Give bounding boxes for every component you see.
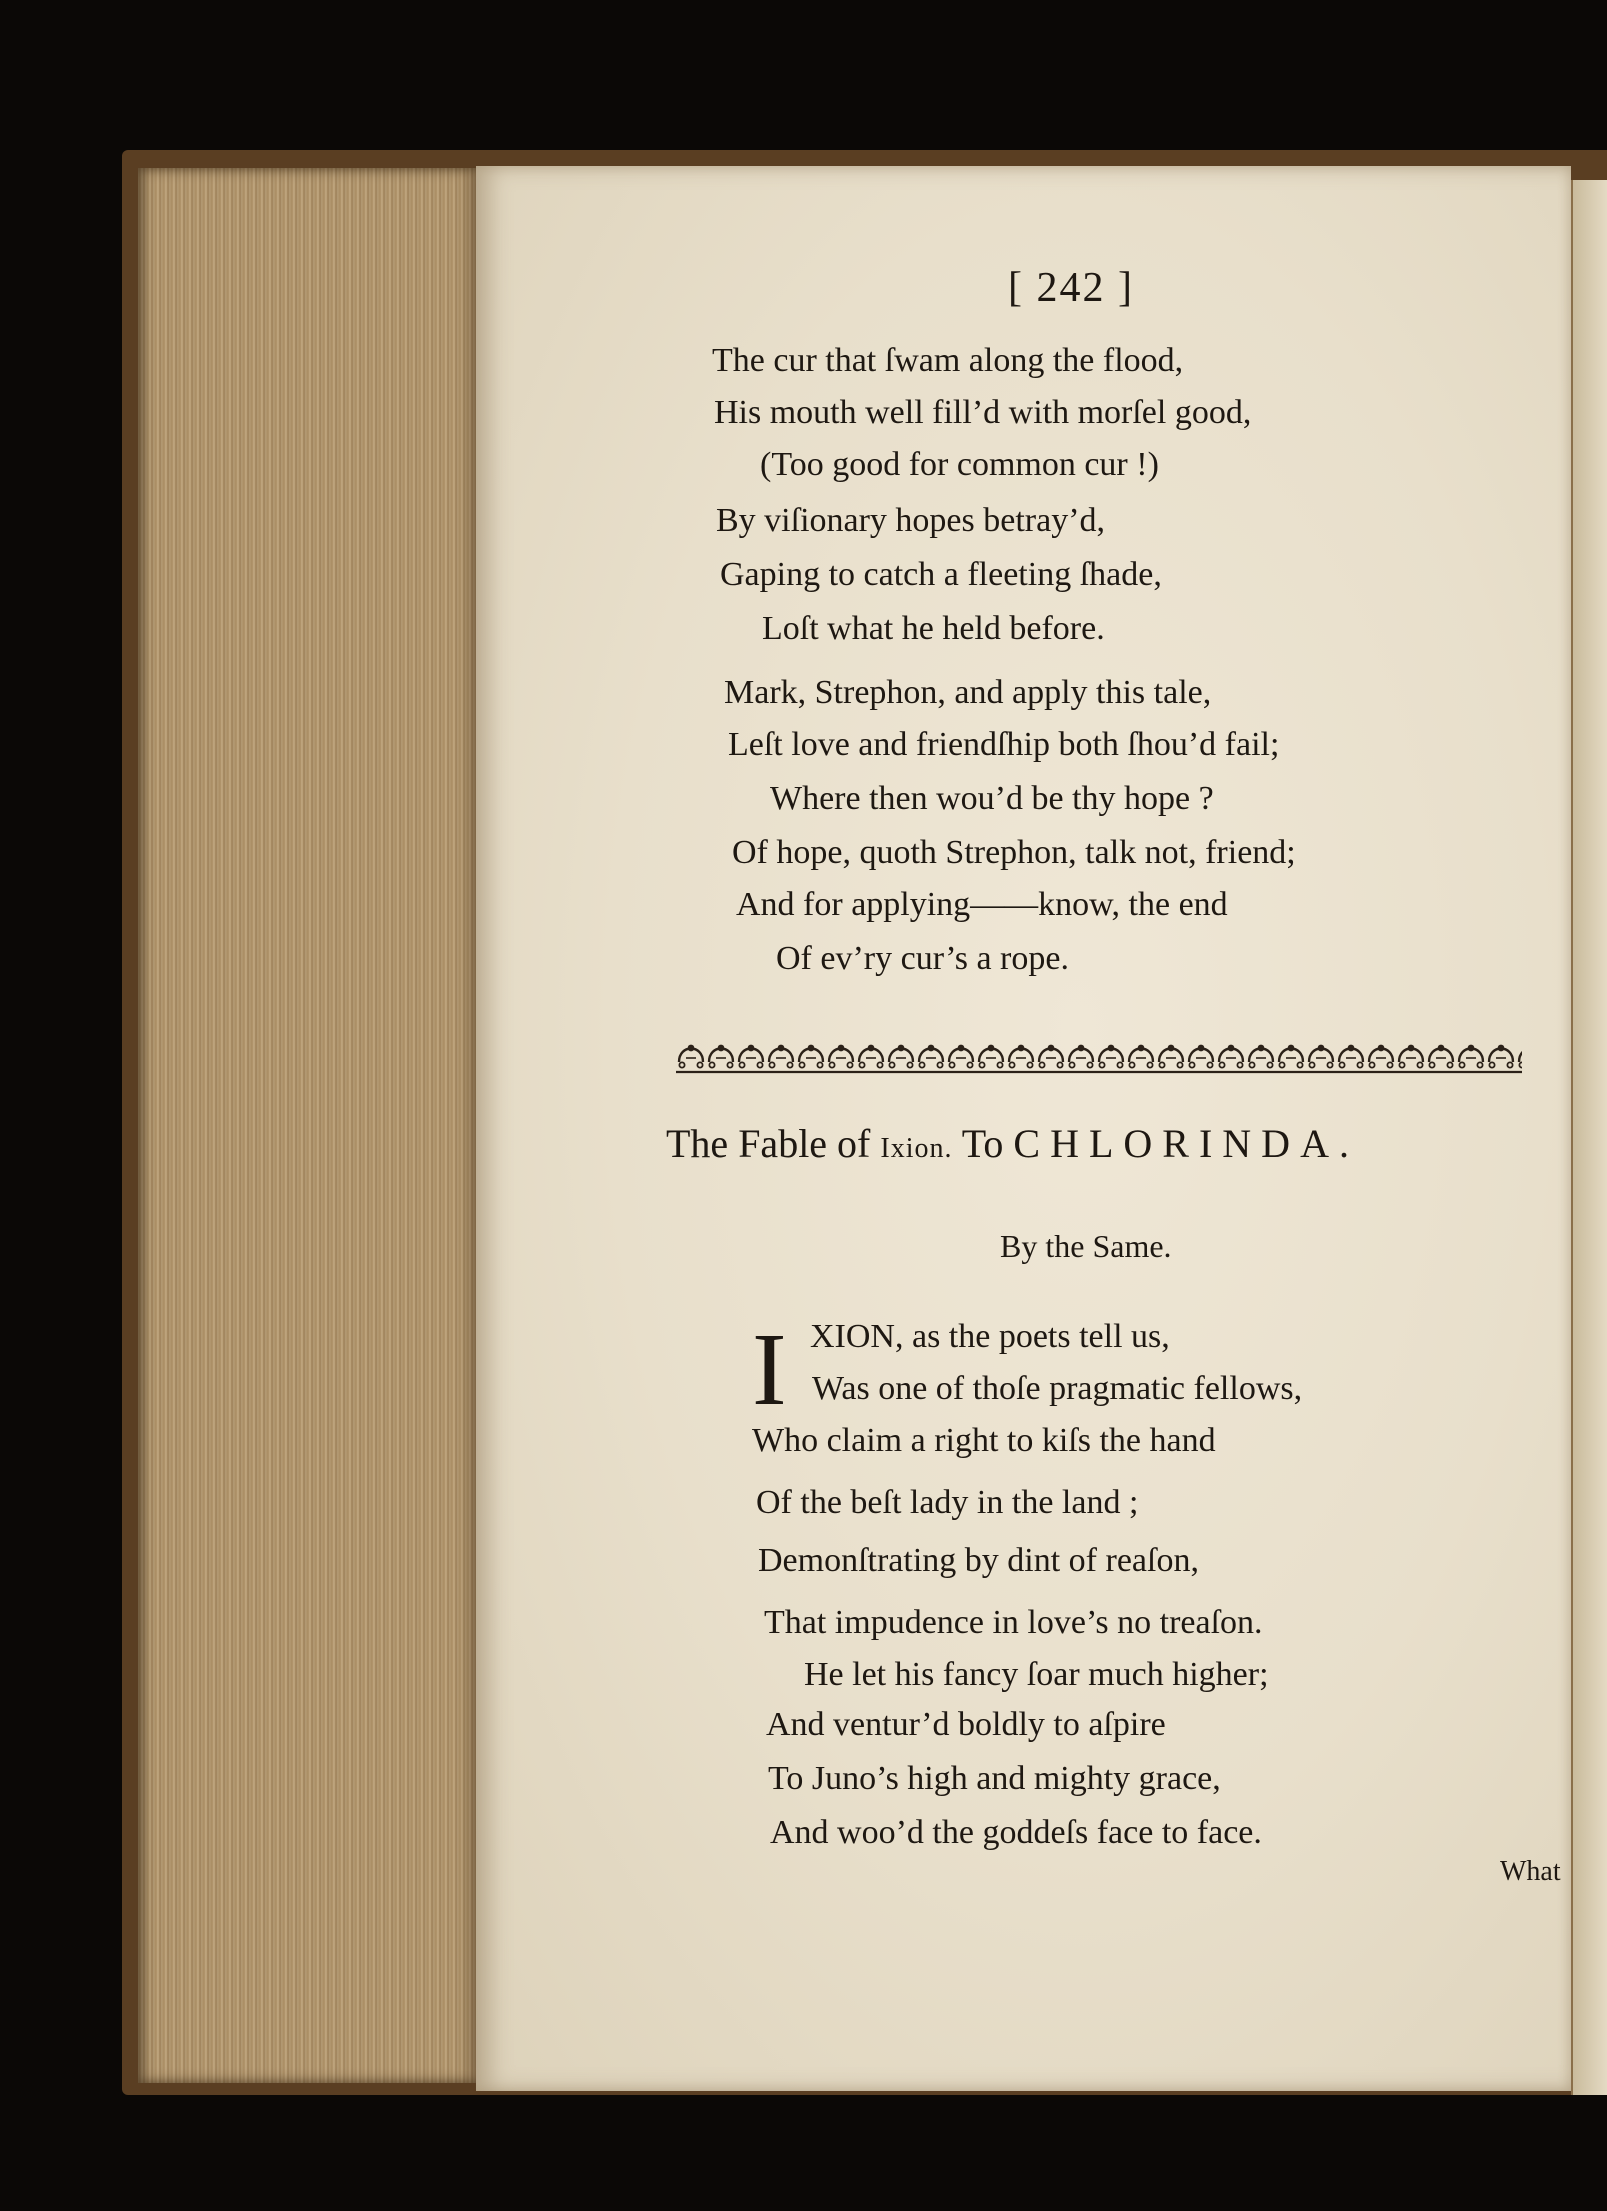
verse-line: Leſt love and friendſhip both ſhou’d fail; bbox=[728, 726, 1280, 763]
byline: By the Same. bbox=[1000, 1228, 1172, 1264]
page-edges bbox=[138, 168, 478, 2083]
verse-line: He let his fancy ſoar much higher; bbox=[804, 1656, 1269, 1693]
verse-line: (Too good for common cur !) bbox=[760, 446, 1159, 483]
verse-line: Where then wou’d be thy hope ? bbox=[770, 780, 1214, 817]
verse-line: That impudence in love’s no treaſon. bbox=[764, 1604, 1263, 1641]
verse-line: Was one of thoſe pragmatic fellows, bbox=[812, 1370, 1303, 1407]
verse-line: The cur that ſwam along the flood, bbox=[712, 342, 1184, 379]
drop-cap: I bbox=[752, 1312, 787, 1427]
verse-line: His mouth well fill’d with morſel good, bbox=[714, 394, 1252, 431]
title-name-chlorinda: CHLORINDA. bbox=[1013, 1121, 1359, 1166]
catchword: What bbox=[1500, 1856, 1561, 1887]
ornamental-divider bbox=[676, 1032, 1522, 1076]
verse-line: Of the beſt lady in the land ; bbox=[756, 1484, 1139, 1521]
poem-title bbox=[666, 1120, 1359, 1167]
title-name-ixion: Ixion. bbox=[880, 1133, 953, 1164]
verse-line: By viſionary hopes betray’d, bbox=[716, 502, 1106, 539]
verse-line: And ventur’d boldly to aſpire bbox=[766, 1706, 1166, 1743]
verse-line: And for applying——know, the end bbox=[736, 886, 1228, 923]
title-part: To bbox=[961, 1121, 1004, 1166]
verse-line: XION, as the poets tell us, bbox=[810, 1318, 1170, 1355]
verse-line: Of ev’ry cur’s a rope. bbox=[776, 940, 1069, 977]
verse-line: Demonſtrating by dint of reaſon, bbox=[758, 1542, 1199, 1579]
verse-line: Mark, Strephon, and apply this tale, bbox=[724, 674, 1212, 711]
verse-line: To Juno’s high and mighty grace, bbox=[768, 1760, 1221, 1797]
verse-line: Who claim a right to kiſs the hand bbox=[752, 1422, 1216, 1459]
verse-line: Gaping to catch a fleeting ſhade, bbox=[720, 556, 1162, 593]
page-number: [ 242 ] bbox=[1008, 265, 1134, 311]
verse-line: And woo’d the goddeſs face to face. bbox=[770, 1814, 1262, 1851]
title-part: The Fable of bbox=[666, 1121, 871, 1166]
facing-page-edge bbox=[1571, 180, 1607, 2095]
verse-line: Of hope, quoth Strephon, talk not, friend; bbox=[732, 834, 1296, 871]
verse-line: Loſt what he held before. bbox=[762, 610, 1105, 647]
